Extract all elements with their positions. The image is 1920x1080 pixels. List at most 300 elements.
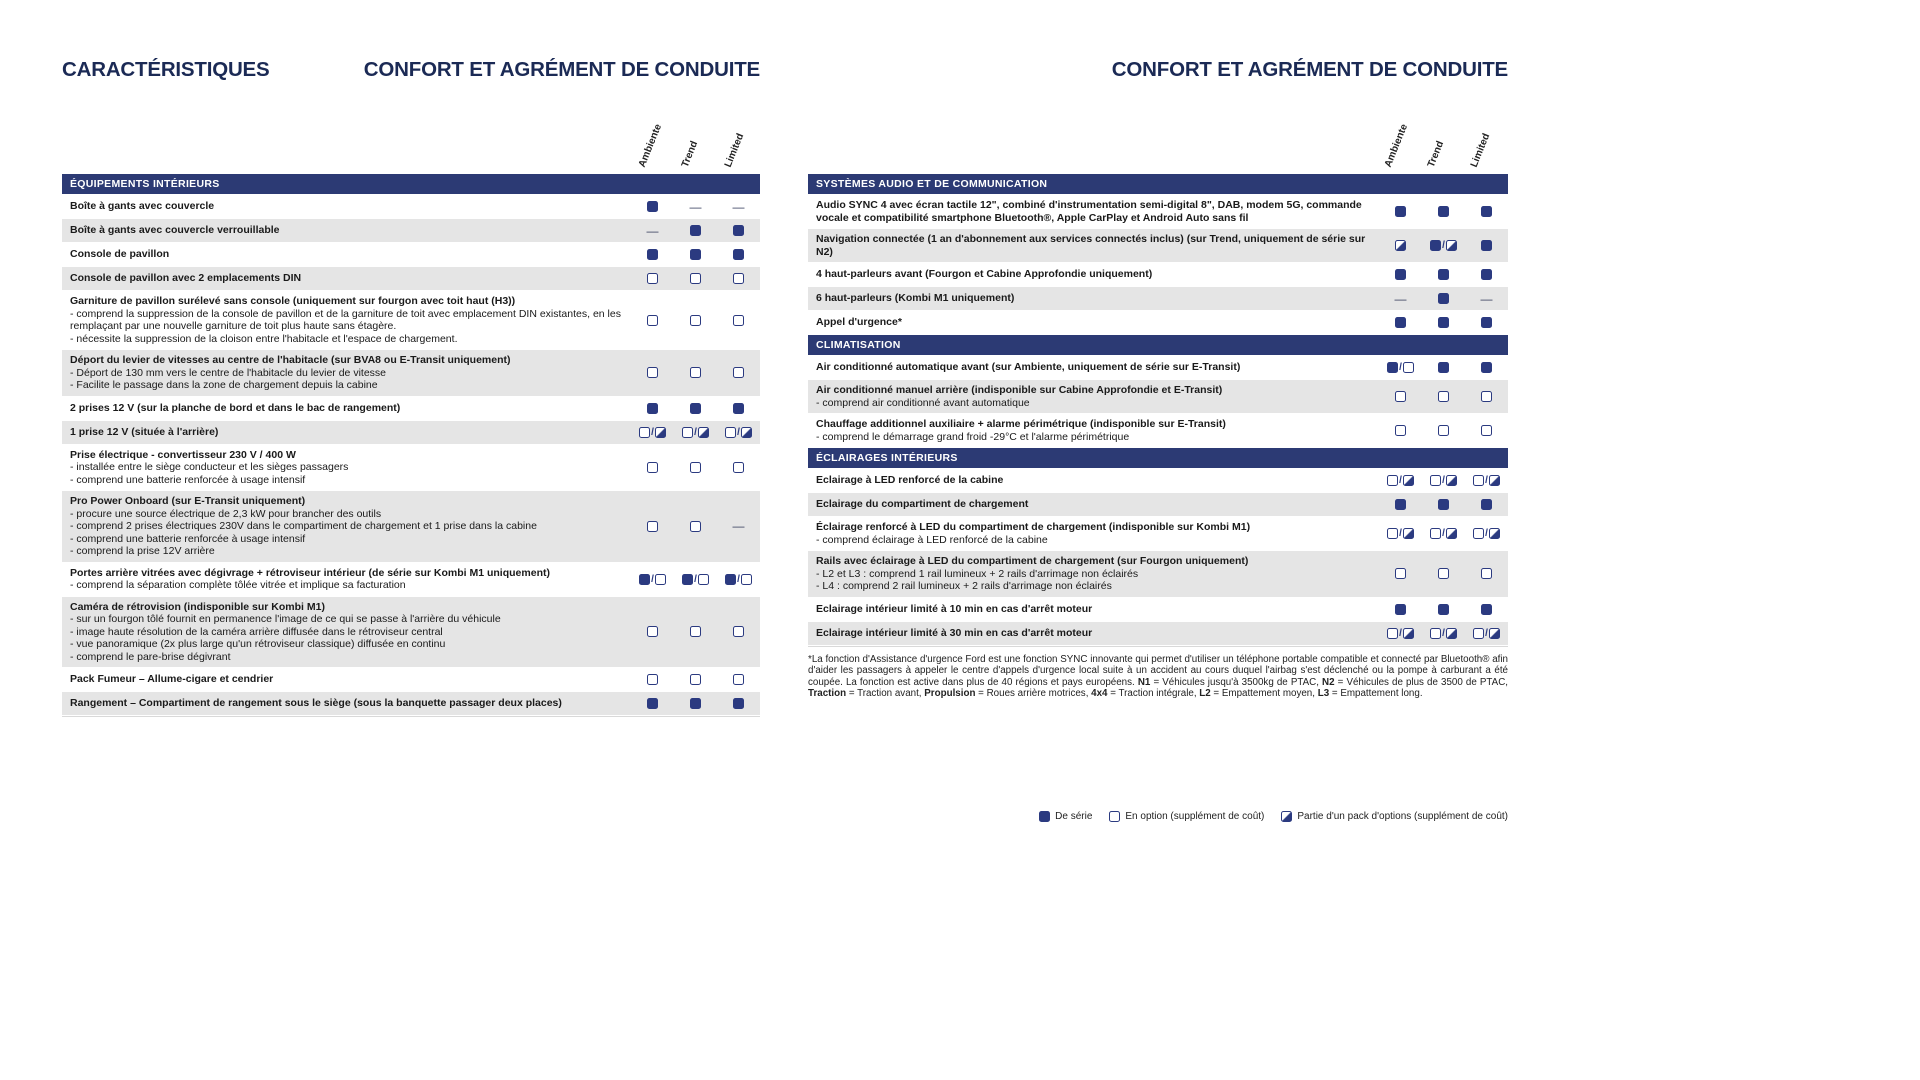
availability-cell bbox=[1422, 380, 1465, 413]
pack-option-marker bbox=[698, 427, 709, 438]
option-marker bbox=[733, 626, 744, 637]
availability-value bbox=[690, 521, 701, 532]
option-marker bbox=[647, 315, 658, 326]
table-row bbox=[62, 397, 760, 421]
pack-option-marker bbox=[1446, 528, 1457, 539]
availability-value bbox=[1481, 568, 1492, 579]
availability-cell bbox=[717, 291, 760, 349]
pack-option-marker bbox=[741, 427, 752, 438]
option-marker bbox=[1109, 811, 1120, 822]
de-serie-marker bbox=[1387, 362, 1398, 373]
option-marker bbox=[1481, 391, 1492, 402]
page-subtitle-confort: CONFORT ET AGRÉMENT DE CONDUITE bbox=[363, 58, 760, 81]
availability-value bbox=[647, 273, 658, 284]
option-marker bbox=[1430, 475, 1441, 486]
availability-value bbox=[1395, 269, 1406, 280]
de-serie-marker bbox=[690, 698, 701, 709]
pack-option-marker bbox=[1403, 628, 1414, 639]
availability-cell bbox=[674, 195, 717, 218]
availability-cell bbox=[1465, 598, 1508, 621]
availability-value bbox=[1395, 206, 1406, 217]
feature-label: Portes arrière vitrées avec dégivrage + rétroviseur intérieur (de série sur Kombi M1 uniquement) - comprend la séparation complète tôlée vitrée et implique sa facturation bbox=[70, 566, 550, 591]
pack-option-marker bbox=[1489, 628, 1500, 639]
availability-value bbox=[1387, 528, 1414, 539]
feature-label: Déport du levier de vitesses au centre de l'habitacle (sur BVA8 ou E-Transit uniquement) - Déport de 130 mm vers le centre de l'habitacle du levier de vitesse - Facilite le passage dans la zone de chargement depuis la cabine bbox=[70, 354, 511, 391]
availability-value bbox=[1109, 811, 1120, 822]
availability-value bbox=[1438, 206, 1449, 217]
availability-cell bbox=[1465, 229, 1508, 262]
availability-cell bbox=[1422, 195, 1465, 228]
availability-value bbox=[1395, 499, 1406, 510]
availability-value bbox=[1473, 475, 1500, 486]
de-serie-marker bbox=[1430, 240, 1441, 251]
option-marker bbox=[1403, 362, 1414, 373]
slash-separator: / bbox=[1485, 627, 1488, 639]
availability-cell bbox=[717, 267, 760, 290]
availability-value bbox=[1481, 499, 1492, 510]
option-marker bbox=[698, 574, 709, 585]
availability-value bbox=[1395, 568, 1406, 579]
availability-cell bbox=[1379, 517, 1422, 550]
availability-cell bbox=[674, 219, 717, 242]
availability-cell bbox=[1422, 356, 1465, 379]
availability-value bbox=[690, 626, 701, 637]
option-marker bbox=[1395, 391, 1406, 402]
availability-cell bbox=[631, 421, 674, 444]
left-titlebar bbox=[62, 58, 760, 86]
table-row bbox=[62, 692, 760, 716]
de-serie-marker bbox=[647, 201, 658, 212]
availability-value bbox=[733, 273, 744, 284]
availability-value bbox=[725, 427, 752, 438]
page-title-caracteristiques: CARACTÉRISTIQUES bbox=[62, 58, 270, 81]
availability-cell bbox=[631, 563, 674, 596]
availability-value bbox=[682, 574, 709, 585]
column-header-trend: Trend bbox=[1425, 139, 1447, 169]
availability-cell bbox=[1379, 622, 1422, 645]
de-serie-marker bbox=[1481, 604, 1492, 615]
availability-cell bbox=[717, 243, 760, 266]
availability-cell bbox=[1422, 414, 1465, 447]
de-serie-marker bbox=[647, 403, 658, 414]
slash-separator: / bbox=[694, 426, 697, 438]
table-row bbox=[62, 350, 760, 397]
de-serie-marker bbox=[690, 403, 701, 414]
availability-cell bbox=[674, 243, 717, 266]
availability-value bbox=[647, 626, 658, 637]
option-marker bbox=[655, 574, 666, 585]
availability-cell bbox=[1465, 356, 1508, 379]
column-header-ambiente: Ambiente bbox=[636, 122, 665, 169]
availability-cell bbox=[674, 350, 717, 396]
availability-value bbox=[682, 427, 709, 438]
footnote: *La fonction d'Assistance d'urgence Ford est une fonction SYNC innovante qui permet d'utiliser un téléphone portable compatible et connecté par Bluetooth® afin d'aider les passagers à appeler le centre d'appels d'urgence local suite à un accident au cours duquel l'airbag s'est déclenché ou la pompe à carburant a été coupée. La fonction est active dans plus de 40 régions et pays européens. N1 = Véhicules jusqu'à 3500kg de PTAC, N2 = Véhicules de plus de 3500 de PTAC, Traction = Traction avant, Propulsion = Roues arrière motrices, 4x4 = Traction intégrale, L2 = Empattement moyen, L3 = Empattement long. bbox=[808, 653, 1508, 700]
availability-value bbox=[690, 315, 701, 326]
availability-value bbox=[1430, 240, 1457, 251]
feature-label: Prise électrique - convertisseur 230 V / 400 W - installée entre le siège conducteur et les sièges passagers - comprend une batterie renforcée à usage intensif bbox=[70, 448, 349, 486]
table-row bbox=[62, 491, 760, 563]
slash-separator: / bbox=[1442, 528, 1445, 539]
availability-value bbox=[733, 367, 744, 378]
feature-label: Eclairage intérieur limité à 10 min en cas d'arrêt moteur bbox=[816, 602, 1093, 615]
availability-cell bbox=[631, 219, 674, 242]
availability-cell bbox=[631, 445, 674, 491]
slash-separator: / bbox=[1442, 475, 1445, 486]
availability-cell bbox=[1379, 598, 1422, 621]
de-serie-marker bbox=[1395, 269, 1406, 280]
availability-value bbox=[1039, 811, 1050, 822]
availability-cell bbox=[1465, 493, 1508, 516]
availability-cell bbox=[631, 243, 674, 266]
right-features-table bbox=[808, 174, 1508, 647]
availability-value bbox=[647, 521, 658, 532]
availability-value bbox=[1395, 425, 1406, 436]
option-marker bbox=[647, 367, 658, 378]
availability-cell bbox=[1422, 493, 1465, 516]
de-serie-marker bbox=[725, 574, 736, 585]
table-row bbox=[808, 287, 1508, 311]
availability-value bbox=[733, 674, 744, 685]
feature-label: 2 prises 12 V (sur la planche de bord et dans le bac de rangement) bbox=[70, 401, 401, 414]
availability-value bbox=[1481, 269, 1492, 280]
left-features-table bbox=[62, 174, 760, 717]
availability-value: — bbox=[689, 199, 702, 214]
feature-label: Rangement – Compartiment de rangement sous le siège (sous la banquette passager deux places) bbox=[70, 697, 562, 710]
availability-cell bbox=[631, 397, 674, 420]
availability-cell bbox=[631, 668, 674, 691]
availability-cell bbox=[631, 692, 674, 715]
de-serie-marker bbox=[690, 225, 701, 236]
availability-cell bbox=[1422, 622, 1465, 645]
availability-value bbox=[733, 249, 744, 260]
de-serie-marker bbox=[682, 574, 693, 585]
availability-cell bbox=[1465, 263, 1508, 286]
availability-value bbox=[1481, 391, 1492, 402]
availability-value bbox=[733, 315, 744, 326]
option-marker bbox=[690, 674, 701, 685]
availability-value bbox=[733, 462, 744, 473]
availability-cell bbox=[1465, 380, 1508, 413]
option-marker bbox=[647, 462, 658, 473]
availability-cell bbox=[1465, 414, 1508, 447]
availability-value bbox=[1438, 317, 1449, 328]
availability-value bbox=[1395, 604, 1406, 615]
option-marker bbox=[1430, 628, 1441, 639]
availability-cell bbox=[1379, 380, 1422, 413]
availability-value bbox=[1438, 269, 1449, 280]
availability-cell bbox=[1379, 414, 1422, 447]
availability-cell bbox=[1379, 287, 1422, 310]
availability-value bbox=[1438, 362, 1449, 373]
availability-cell bbox=[1379, 356, 1422, 379]
availability-cell bbox=[1379, 469, 1422, 492]
option-marker bbox=[682, 427, 693, 438]
right-column-headers bbox=[808, 86, 1508, 174]
availability-cell bbox=[1465, 517, 1508, 550]
legend-label: Partie d'un pack d'options (supplément de coût) bbox=[1297, 811, 1508, 822]
availability-value bbox=[1395, 240, 1406, 251]
feature-label: Pro Power Onboard (sur E-Transit uniquement) - procure une source électrique de 2,3 kW pour brancher des outils - comprend 2 prises électriques 230V dans le compartiment de chargement et 1 prise dans la cabine - comprend une batterie renforcée à usage intensif - comprend la prise 12V arrière bbox=[70, 495, 537, 557]
pack-option-marker bbox=[1446, 475, 1457, 486]
option-marker bbox=[647, 273, 658, 284]
de-serie-marker bbox=[1438, 317, 1449, 328]
table-row bbox=[62, 421, 760, 445]
availability-value bbox=[1481, 604, 1492, 615]
availability-cell bbox=[631, 291, 674, 349]
section-header: ÉQUIPEMENTS INTÉRIEURS bbox=[62, 174, 760, 194]
slash-separator: / bbox=[694, 573, 697, 585]
option-marker bbox=[647, 521, 658, 532]
option-marker bbox=[1387, 475, 1398, 486]
availability-value bbox=[639, 574, 666, 585]
availability-cell bbox=[717, 563, 760, 596]
availability-cell bbox=[717, 668, 760, 691]
availability-cell bbox=[631, 195, 674, 218]
feature-label: 4 haut-parleurs avant (Fourgon et Cabine Approfondie uniquement) bbox=[816, 268, 1153, 281]
feature-label: Console de pavillon bbox=[70, 248, 170, 261]
option-marker bbox=[1387, 528, 1398, 539]
right-titlebar bbox=[808, 58, 1508, 86]
option-marker bbox=[690, 367, 701, 378]
availability-value bbox=[1438, 425, 1449, 436]
table-row bbox=[62, 267, 760, 291]
de-serie-marker bbox=[1438, 362, 1449, 373]
availability-value bbox=[690, 462, 701, 473]
de-serie-marker bbox=[1395, 604, 1406, 615]
pack-option-marker bbox=[1446, 240, 1457, 251]
feature-label: Console de pavillon avec 2 emplacements DIN bbox=[70, 272, 302, 285]
option-marker bbox=[690, 521, 701, 532]
page-title-confort: CONFORT ET AGRÉMENT DE CONDUITE bbox=[1111, 58, 1508, 81]
option-marker bbox=[1438, 425, 1449, 436]
option-marker bbox=[1473, 475, 1484, 486]
availability-cell bbox=[1465, 551, 1508, 597]
availability-cell bbox=[1465, 469, 1508, 492]
table-row bbox=[808, 622, 1508, 646]
table-row bbox=[808, 380, 1508, 414]
availability-value bbox=[1387, 628, 1414, 639]
option-marker bbox=[1473, 628, 1484, 639]
table-row bbox=[62, 219, 760, 243]
table-row bbox=[808, 263, 1508, 287]
availability-value bbox=[1430, 528, 1457, 539]
availability-value bbox=[1473, 628, 1500, 639]
option-marker bbox=[733, 462, 744, 473]
section-header: CLIMATISATION bbox=[808, 335, 1508, 355]
de-serie-marker bbox=[1395, 499, 1406, 510]
availability-cell bbox=[1422, 287, 1465, 310]
availability-cell bbox=[631, 267, 674, 290]
de-serie-marker bbox=[647, 249, 658, 260]
availability-cell bbox=[1422, 311, 1465, 334]
feature-label: Appel d'urgence* bbox=[816, 316, 902, 329]
de-serie-marker bbox=[733, 249, 744, 260]
availability-value bbox=[690, 225, 701, 236]
availability-cell bbox=[674, 597, 717, 668]
availability-value bbox=[1481, 317, 1492, 328]
de-serie-marker bbox=[690, 249, 701, 260]
feature-label: Eclairage intérieur limité à 30 min en cas d'arrêt moteur bbox=[816, 626, 1093, 639]
slash-separator: / bbox=[1485, 528, 1488, 539]
de-serie-marker bbox=[1481, 362, 1492, 373]
availability-cell bbox=[674, 668, 717, 691]
column-header-limited: Limited bbox=[722, 131, 747, 169]
option-marker bbox=[1481, 425, 1492, 436]
availability-value bbox=[1387, 475, 1414, 486]
feature-label: Eclairage du compartiment de chargement bbox=[816, 498, 1029, 511]
availability-cell bbox=[674, 445, 717, 491]
pack-option-marker bbox=[1395, 240, 1406, 251]
pack-option-marker bbox=[1403, 528, 1414, 539]
legend-item bbox=[1281, 811, 1508, 822]
table-row bbox=[62, 195, 760, 219]
option-marker bbox=[741, 574, 752, 585]
availability-cell bbox=[1379, 263, 1422, 286]
table-row bbox=[808, 598, 1508, 622]
table-row bbox=[808, 229, 1508, 263]
option-marker bbox=[690, 273, 701, 284]
availability-value bbox=[1395, 391, 1406, 402]
availability-value bbox=[1395, 317, 1406, 328]
feature-label: Air conditionné automatique avant (sur Ambiente, uniquement de série sur E-Transit) bbox=[816, 361, 1241, 374]
table-row bbox=[62, 445, 760, 492]
de-serie-marker bbox=[1395, 206, 1406, 217]
availability-value bbox=[1430, 475, 1457, 486]
option-marker bbox=[690, 626, 701, 637]
availability-value bbox=[690, 403, 701, 414]
availability-value bbox=[1481, 425, 1492, 436]
availability-cell bbox=[674, 267, 717, 290]
option-marker bbox=[733, 674, 744, 685]
availability-value: — bbox=[1480, 291, 1493, 306]
option-marker bbox=[1387, 628, 1398, 639]
availability-value bbox=[725, 574, 752, 585]
availability-cell bbox=[1379, 229, 1422, 262]
availability-value: — bbox=[732, 199, 745, 214]
availability-value: — bbox=[732, 519, 745, 534]
section-header: SYSTÈMES AUDIO ET DE COMMUNICATION bbox=[808, 174, 1508, 194]
de-serie-marker bbox=[1438, 269, 1449, 280]
legend bbox=[1039, 811, 1508, 822]
feature-label: Boîte à gants avec couvercle verrouillable bbox=[70, 224, 280, 237]
pack-option-marker bbox=[1403, 475, 1414, 486]
slash-separator: / bbox=[1399, 627, 1402, 639]
availability-cell bbox=[717, 397, 760, 420]
slash-separator: / bbox=[1442, 240, 1445, 251]
feature-label: Chauffage additionnel auxiliaire + alarme périmétrique (indisponible sur E-Transit) - comprend le démarrage grand froid -29°C et l'alarme périmétrique bbox=[816, 418, 1226, 443]
option-marker bbox=[1473, 528, 1484, 539]
availability-value bbox=[647, 674, 658, 685]
feature-label: 1 prise 12 V (située à l'arrière) bbox=[70, 425, 219, 438]
availability-cell bbox=[1422, 551, 1465, 597]
availability-value bbox=[1438, 568, 1449, 579]
table-row bbox=[62, 668, 760, 692]
availability-cell bbox=[674, 491, 717, 562]
availability-value bbox=[690, 698, 701, 709]
availability-value bbox=[1481, 362, 1492, 373]
legend-label: En option (supplément de coût) bbox=[1125, 811, 1265, 822]
availability-cell bbox=[631, 597, 674, 668]
de-serie-marker bbox=[1438, 206, 1449, 217]
availability-value bbox=[1438, 499, 1449, 510]
availability-cell bbox=[1465, 287, 1508, 310]
option-marker bbox=[1438, 568, 1449, 579]
availability-cell bbox=[1422, 469, 1465, 492]
availability-value: — bbox=[1394, 291, 1407, 306]
availability-value bbox=[733, 225, 744, 236]
de-serie-marker bbox=[1481, 269, 1492, 280]
right-page bbox=[808, 58, 1508, 822]
table-row bbox=[62, 243, 760, 267]
slash-separator: / bbox=[1442, 627, 1445, 639]
table-row bbox=[62, 291, 760, 350]
table-row bbox=[62, 597, 760, 669]
availability-value bbox=[733, 403, 744, 414]
slash-separator: / bbox=[737, 573, 740, 585]
table-row bbox=[808, 493, 1508, 517]
option-marker bbox=[647, 626, 658, 637]
availability-cell bbox=[1422, 598, 1465, 621]
availability-value bbox=[1438, 391, 1449, 402]
feature-label: Eclairage à LED renforcé de la cabine bbox=[816, 474, 1004, 487]
column-header-ambiente: Ambiente bbox=[1382, 122, 1411, 169]
availability-cell bbox=[631, 491, 674, 562]
column-header-limited: Limited bbox=[1468, 131, 1493, 169]
de-serie-marker bbox=[1395, 317, 1406, 328]
availability-cell bbox=[1465, 622, 1508, 645]
availability-value bbox=[690, 674, 701, 685]
pack-option-marker bbox=[655, 427, 666, 438]
availability-value bbox=[690, 249, 701, 260]
option-marker bbox=[733, 273, 744, 284]
feature-label: Garniture de pavillon surélevé sans console (uniquement sur fourgon avec toit haut (H3)) - comprend la suppression de la console de pavillon et de la garniture de toit avec emplacement DIN existantes, en les remplaçant par une nouvelle garniture de toit plus haute sans étagère. - nécessite la suppression de la cloison entre l'habitacle et l'espace de chargement. bbox=[70, 295, 621, 345]
de-serie-marker bbox=[1481, 240, 1492, 251]
de-serie-marker bbox=[639, 574, 650, 585]
option-marker bbox=[1430, 528, 1441, 539]
availability-cell bbox=[1422, 263, 1465, 286]
option-marker bbox=[1395, 425, 1406, 436]
de-serie-marker bbox=[733, 698, 744, 709]
table-row bbox=[808, 517, 1508, 551]
availability-value bbox=[690, 367, 701, 378]
pack-option-marker bbox=[1489, 475, 1500, 486]
availability-value bbox=[647, 462, 658, 473]
pack-option-marker bbox=[1446, 628, 1457, 639]
availability-cell bbox=[674, 692, 717, 715]
availability-cell bbox=[717, 445, 760, 491]
availability-cell bbox=[717, 491, 760, 562]
availability-cell bbox=[717, 350, 760, 396]
availability-cell bbox=[674, 563, 717, 596]
feature-label: Pack Fumeur – Allume-cigare et cendrier bbox=[70, 673, 274, 686]
table-row bbox=[808, 414, 1508, 448]
availability-value bbox=[647, 367, 658, 378]
legend-item bbox=[1039, 811, 1092, 822]
availability-value bbox=[1387, 362, 1414, 373]
slash-separator: / bbox=[651, 573, 654, 585]
feature-label: Navigation connectée (1 an d'abonnement aux services connectés inclus) (sur Trend, uniquement de série sur N2) bbox=[816, 233, 1366, 258]
pack-option-marker bbox=[1281, 811, 1292, 822]
table-row bbox=[808, 469, 1508, 493]
de-serie-marker bbox=[1481, 499, 1492, 510]
availability-value bbox=[647, 249, 658, 260]
feature-label: Rails avec éclairage à LED du compartiment de chargement (sur Fourgon uniquement) - L2 et L3 : comprend 1 rail lumineux + 2 rails d'arrimage non éclairés - L4 : comprend 2 rail lumineux + 2 rails d'arrimage non éclairés bbox=[816, 555, 1249, 592]
availability-cell bbox=[717, 421, 760, 444]
availability-value bbox=[1438, 604, 1449, 615]
feature-label: Boîte à gants avec couvercle bbox=[70, 200, 215, 213]
availability-value bbox=[647, 315, 658, 326]
option-marker bbox=[733, 367, 744, 378]
